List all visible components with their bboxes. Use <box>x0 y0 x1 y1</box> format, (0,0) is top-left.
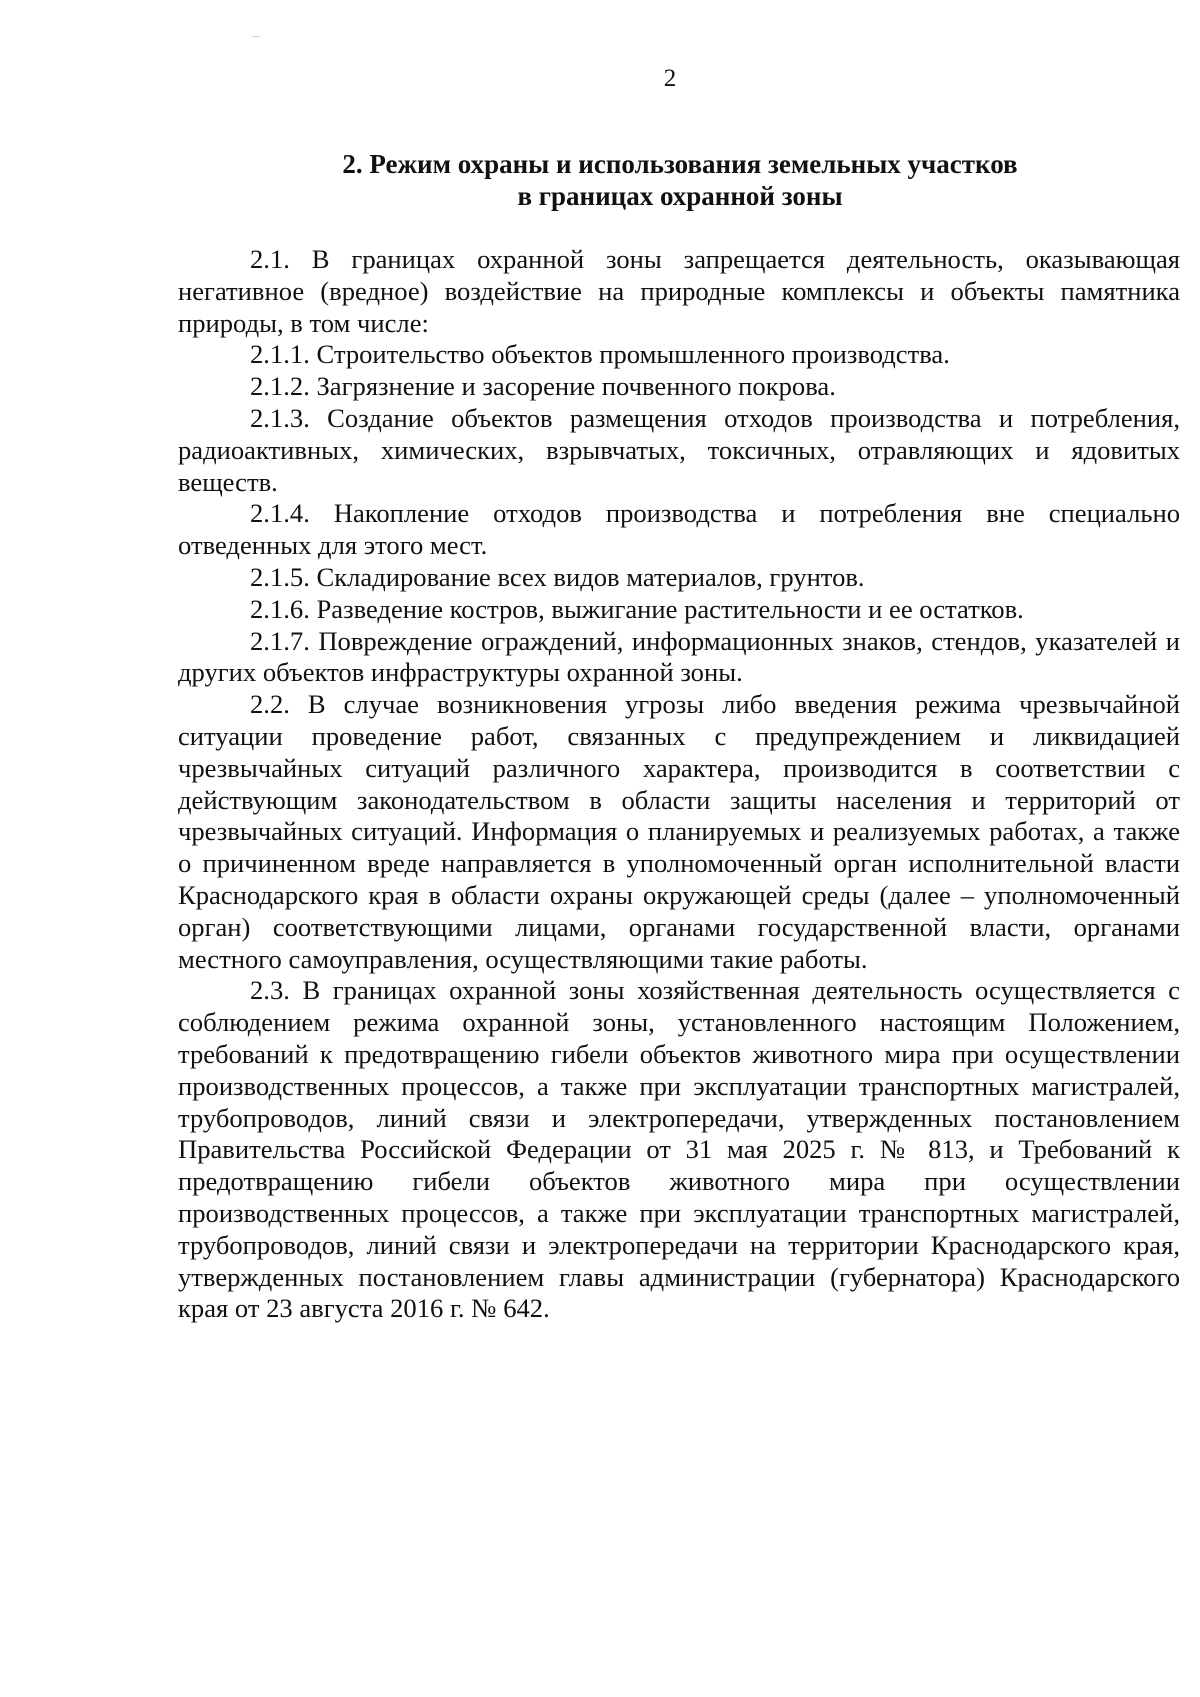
paragraph-2-1-2: 2.1.2. Загрязнение и засорение почвенного покрова. <box>250 371 836 402</box>
section-heading-line-1: 2. Режим охраны и использования земельных участков <box>342 149 1018 179</box>
paragraph-2-2: 2.2. В случае возникновения угрозы либо введения режима чрезвычайной ситуации проведение работ, связанных с предупреждением и ликвидацией чрезвычайных ситуаций различного характера, производится в соответствии с действующим законодательством в области защиты населения и территорий от чрезвычайных ситуаций. Информация о планируемых и реализуемых работах, а также о причиненном вреде направляется в уполномоченный орган исполнительной власти Краснодарского края в области охраны окружающей среды (далее – уполномоченный орган) соответствующими лицами, органами государственной власти, органами местного самоуправления, осуществляющими такие работы. <box>178 689 1180 974</box>
section-heading-line-2: в границах охранной зоны <box>517 181 843 211</box>
document-body <box>178 244 1180 1325</box>
scan-artifact <box>252 36 260 37</box>
paragraph-2-1: 2.1. В границах охранной зоны запрещается деятельность, оказывающая негативное (вредное) воздействие на природные комплексы и объекты памятника природы, в том числе: <box>178 244 1180 338</box>
section-heading <box>180 148 1180 212</box>
paragraph-2-1-4: 2.1.4. Накопление отходов производства и потребления вне специально отведенных для этого мест. <box>178 498 1180 561</box>
paragraph-2-1-7: 2.1.7. Повреждение ограждений, информационных знаков, стендов, указателей и других объектов инфраструктуры охранной зоны. <box>178 625 1180 688</box>
paragraph-2-1-6: 2.1.6. Разведение костров, выжигание растительности и ее остатков. <box>250 593 1024 624</box>
page-number: 2 <box>663 65 677 92</box>
paragraph-2-3: 2.3. В границах охранной зоны хозяйственная деятельность осуществляется с соблюдением режима охранной зоны, установленного настоящим Положением, требований к предотвращению гибели объектов животного мира при осуществлении производственных процессов, а также при эксплуатации транспортных магистралей, трубопроводов, линий связи и электропередачи, утвержденных постановлением Правительства Российской Федерации от 31 мая 2025 г. № 813, и Требований к предотвращению гибели объектов животного мира при осуществлении производственных процессов, а также при эксплуатации транспортных магистралей, трубопроводов, линий связи и электропередачи на территории Краснодарского края, утвержденных постановлением главы администрации (губернатора) Краснодарского края от 23 августа 2016 г. № 642. <box>178 975 1180 1324</box>
paragraph-2-1-5: 2.1.5. Складирование всех видов материалов, грунтов. <box>250 561 865 592</box>
paragraph-2-1-1: 2.1.1. Строительство объектов промышленного производства. <box>250 339 950 370</box>
paragraph-2-1-3: 2.1.3. Создание объектов размещения отходов производства и потребления, радиоактивных, химических, взрывчатых, токсичных, отравляющих и ядовитых веществ. <box>178 402 1180 497</box>
